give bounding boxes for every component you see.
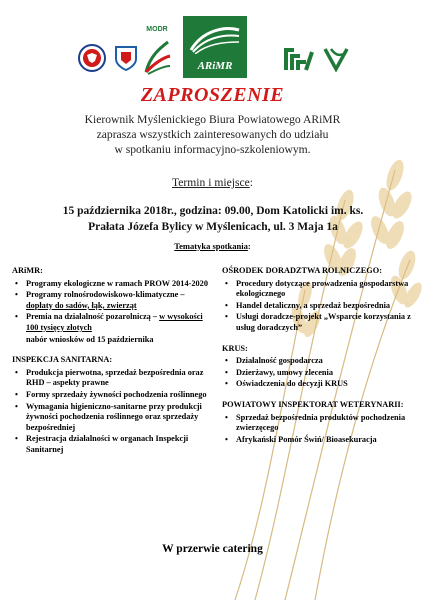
intro-line-3: w spotkaniu informacyjno-szkoleniowym. <box>114 143 311 156</box>
list-item: • Oświadczenia do decyzji KRUS <box>222 379 422 390</box>
list-item: • Afrykański Pomór Świń/ Bioasekuracja <box>222 435 422 446</box>
logos-row <box>0 8 425 83</box>
section-krus <box>222 344 422 390</box>
list-item: • Premia na działalność pozarolniczą – w wysokości 100 tysięcy złotych <box>12 312 212 333</box>
section-weterynaria <box>222 400 422 445</box>
catering-note: W przerwie catering <box>162 543 263 555</box>
arimr-logo: ARiMR <box>183 16 247 78</box>
list-item: • Sprzedaż bezpośrednia produktów pochodzenia zwierzęcego <box>222 413 422 434</box>
list-item: • Usługi doradcze-projekt „Wsparcie korzystania z usług doradczych” <box>222 312 422 333</box>
list-item: • Dzierżawy, umowy zlecenia <box>222 368 422 379</box>
list-item: • Programy rolnośrodowiskowo-klimatyczne – dopłaty do sadów, łąk, zwierząt <box>12 290 212 311</box>
veterinary-logo-icon <box>322 44 350 72</box>
topics-right-column <box>222 266 422 455</box>
list-item: • Handel detaliczny, a sprzedaż bezpośrednia <box>222 301 422 312</box>
topics-heading: Tematyka spotkania: <box>174 241 251 251</box>
section-inspekcja <box>12 355 212 455</box>
section-title: KRUS: <box>222 343 248 353</box>
intro-line-1: Kierownik Myślenickiego Biura Powiatowego ARiMR <box>84 113 341 126</box>
section-title: ARiMR: <box>12 266 43 275</box>
list-item: • Formy sprzedaży żywności pochodzenia roślinnego <box>12 390 212 401</box>
list-item: • Rejestracja działalności w organach Inspekcji Sanitarnej <box>12 434 212 455</box>
section-arimr <box>12 266 212 345</box>
topics-left-column <box>12 266 212 466</box>
eagle-emblem-icon <box>78 44 106 72</box>
list-item-note: nabór wniosków od 15 października <box>26 334 154 344</box>
modr-logo: MODR <box>140 26 174 78</box>
list-item: • Działalność gospodarcza <box>222 356 422 367</box>
shield-emblem-icon <box>113 44 139 72</box>
intro-line-2: zaprasza wszystkich zainteresowanych do udziału <box>96 128 329 141</box>
date-line: 15 października 2018r., godzina: 09.00, Dom Katolicki im. ks. <box>62 205 364 217</box>
section-title: POWIATOWY INSPEKTORAT WETERYNARII: <box>222 399 404 409</box>
place-line: Prałata Józefa Bylicy w Myślenicach, ul. 3 Maja 1a <box>88 221 338 233</box>
page-title: ZAPROSZENIE <box>140 84 285 106</box>
date-place-heading: Termin i miejsce: <box>172 176 253 189</box>
list-item: • Programy ekologiczne w ramach PROW 2014-2020 <box>12 279 212 290</box>
list-item: • Wymagania higieniczno-sanitarne przy produkcji żywności pochodzenia roślinnego oraz sprzedaży bezpośredniej <box>12 402 212 434</box>
list-item: • Produkcja pierwotna, sprzedaż bezpośrednia oraz RHD – aspekty prawne <box>12 368 212 389</box>
list-item: • Procedury dotyczące prowadzenia gospodarstwa ekologicznego <box>222 279 422 300</box>
krus-logo-icon <box>282 44 316 74</box>
section-odr <box>222 266 422 334</box>
intro-text <box>20 112 405 157</box>
date-place-text <box>18 203 408 235</box>
section-title: OŚRODEK DORADZTWA ROLNICZEGO: <box>222 266 382 275</box>
section-title: INSPEKCJA SANITARNA: <box>12 355 113 365</box>
